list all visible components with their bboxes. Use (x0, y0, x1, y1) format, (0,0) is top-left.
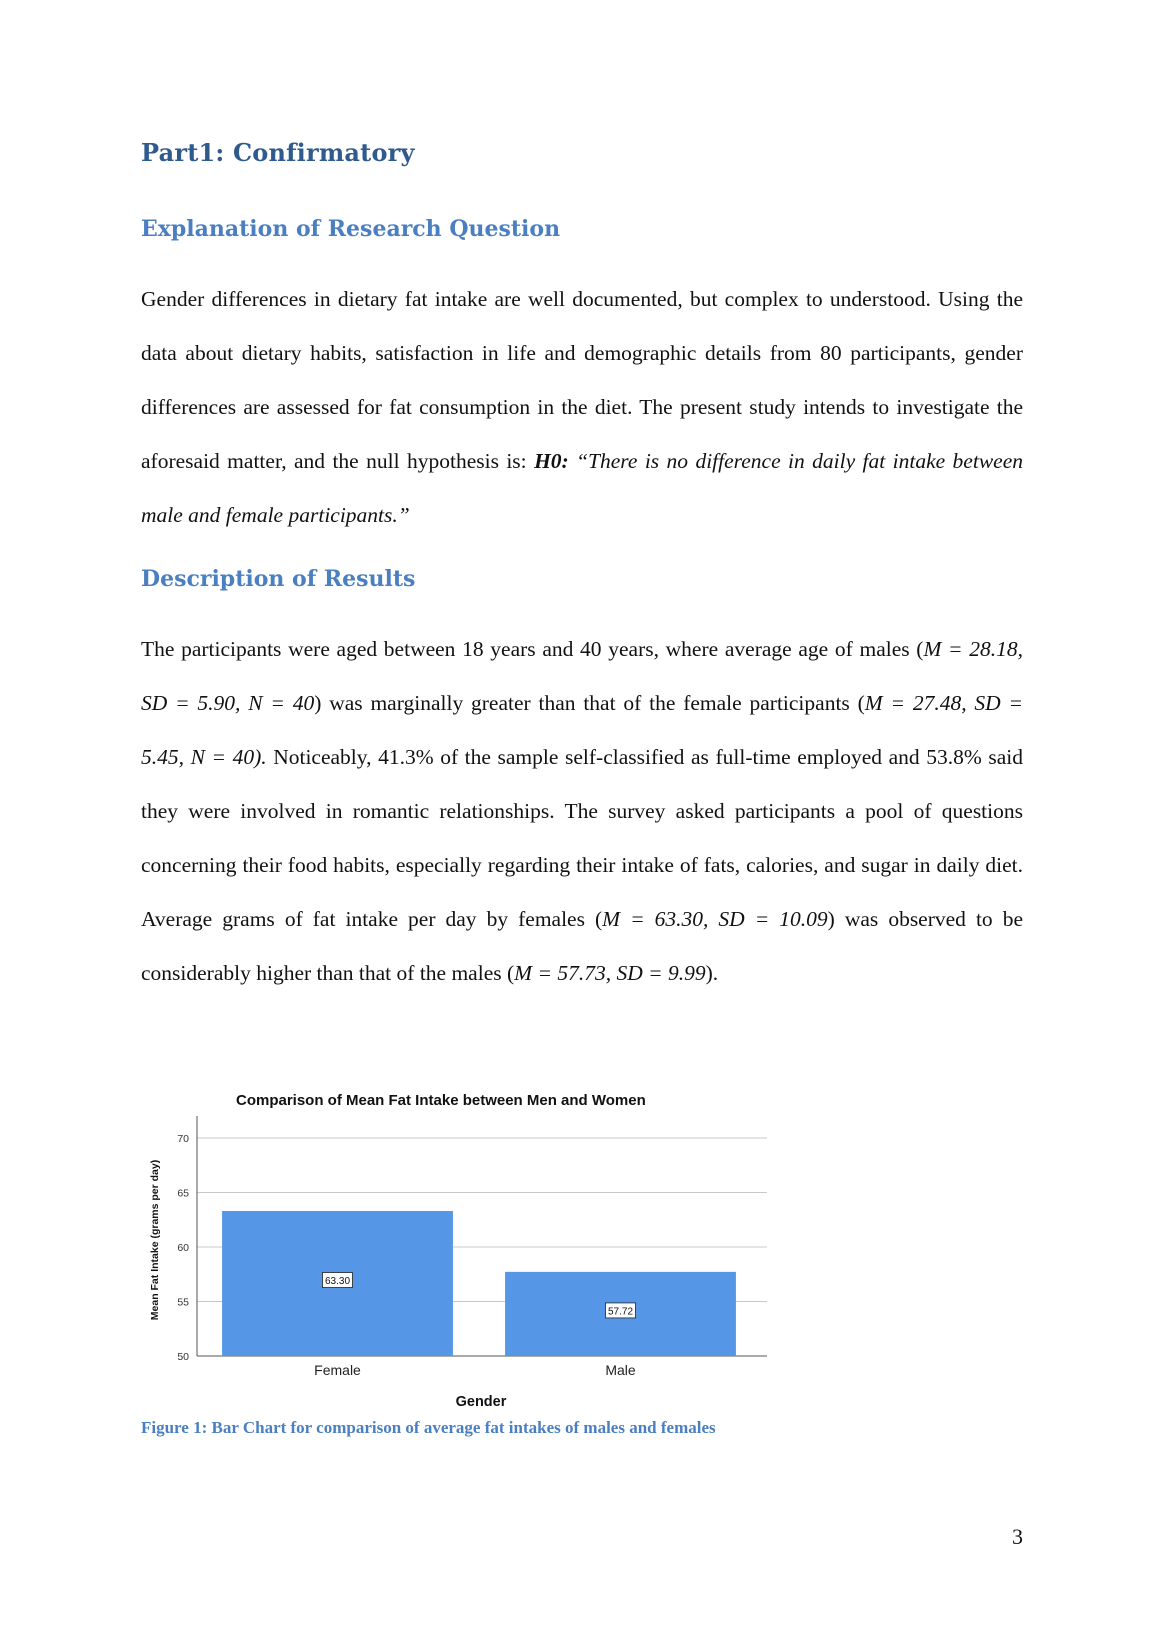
results-paragraph (141, 622, 1023, 1000)
results-text-1: The participants were aged between 18 years and 40 years, where average age of males ( (141, 637, 924, 661)
page-number: 3 (1012, 1524, 1023, 1549)
results-text-5: ). (705, 961, 719, 985)
section-title-results: Description of Results (141, 566, 416, 592)
null-hypothesis-label: H0: (534, 449, 569, 473)
research-question-text: Gender differences in dietary fat intake are well documented, but complex to understood. Using the data about dietary habits, satisfaction in life and demographic details from 80 participants, gender differences are assessed for fat consumption in the diet. The present study intends to investigate the aforesaid matter, and the null hypothesis is: (141, 287, 1023, 473)
results-text-4: ) was observed to be considerably higher than that of the males ( (141, 907, 1024, 985)
female-fat-stats: M = 63.30, SD = 10.09 (602, 907, 828, 931)
section-title-research-question: Explanation of Research Question (141, 216, 561, 242)
y-tick-label-70: 70 (177, 1133, 189, 1145)
chart-title: Comparison of Mean Fat Intake between Men and Women (236, 1092, 646, 1109)
chart-plot (141, 1082, 781, 1417)
male-age-stats: M = 28.18, SD = 5.90, N = 40 (141, 637, 1023, 715)
y-tick-label-55: 55 (177, 1296, 189, 1309)
chart-x-axis-label: Gender (455, 1394, 507, 1410)
male-fat-stats: M = 57.73, SD = 9.99 (514, 961, 706, 985)
x-tick-label-female: Female (314, 1362, 361, 1378)
y-tick-label-65: 65 (177, 1187, 189, 1200)
research-question-paragraph (141, 272, 1023, 542)
female-age-stats: M = 27.48, SD = 5.45, N = 40). (141, 691, 1023, 769)
chart-y-axis-label: Mean Fat Intake (grams per day) (149, 1159, 161, 1321)
results-text-3: Noticeably, 41.3% of the sample self-classified as full-time employed and 53.8% said they were involved in romantic relationships. The survey asked participants a pool of questions concerning their food habits, especially regarding their intake of fats, calories, and sugar in daily diet. Average grams of fat intake per day by females ( (141, 745, 1023, 931)
value-label-male: 57.72 (607, 1306, 634, 1318)
page-heading: Part1: Confirmatory (141, 138, 415, 167)
y-tick-label-50: 50 (177, 1351, 189, 1363)
value-label-female: 63.30 (324, 1276, 351, 1288)
x-tick-label-male: Male (605, 1362, 636, 1378)
fat-intake-bar-chart (141, 1082, 781, 1417)
figure-caption: Figure 1: Bar Chart for comparison of average fat intakes of males and females (141, 1418, 716, 1437)
null-hypothesis-text: “There is no difference in daily fat intake between male and female participants.” (141, 449, 1023, 527)
y-tick-label-60: 60 (177, 1242, 189, 1254)
results-text-2: ) was marginally greater than that of the female participants ( (314, 691, 865, 715)
